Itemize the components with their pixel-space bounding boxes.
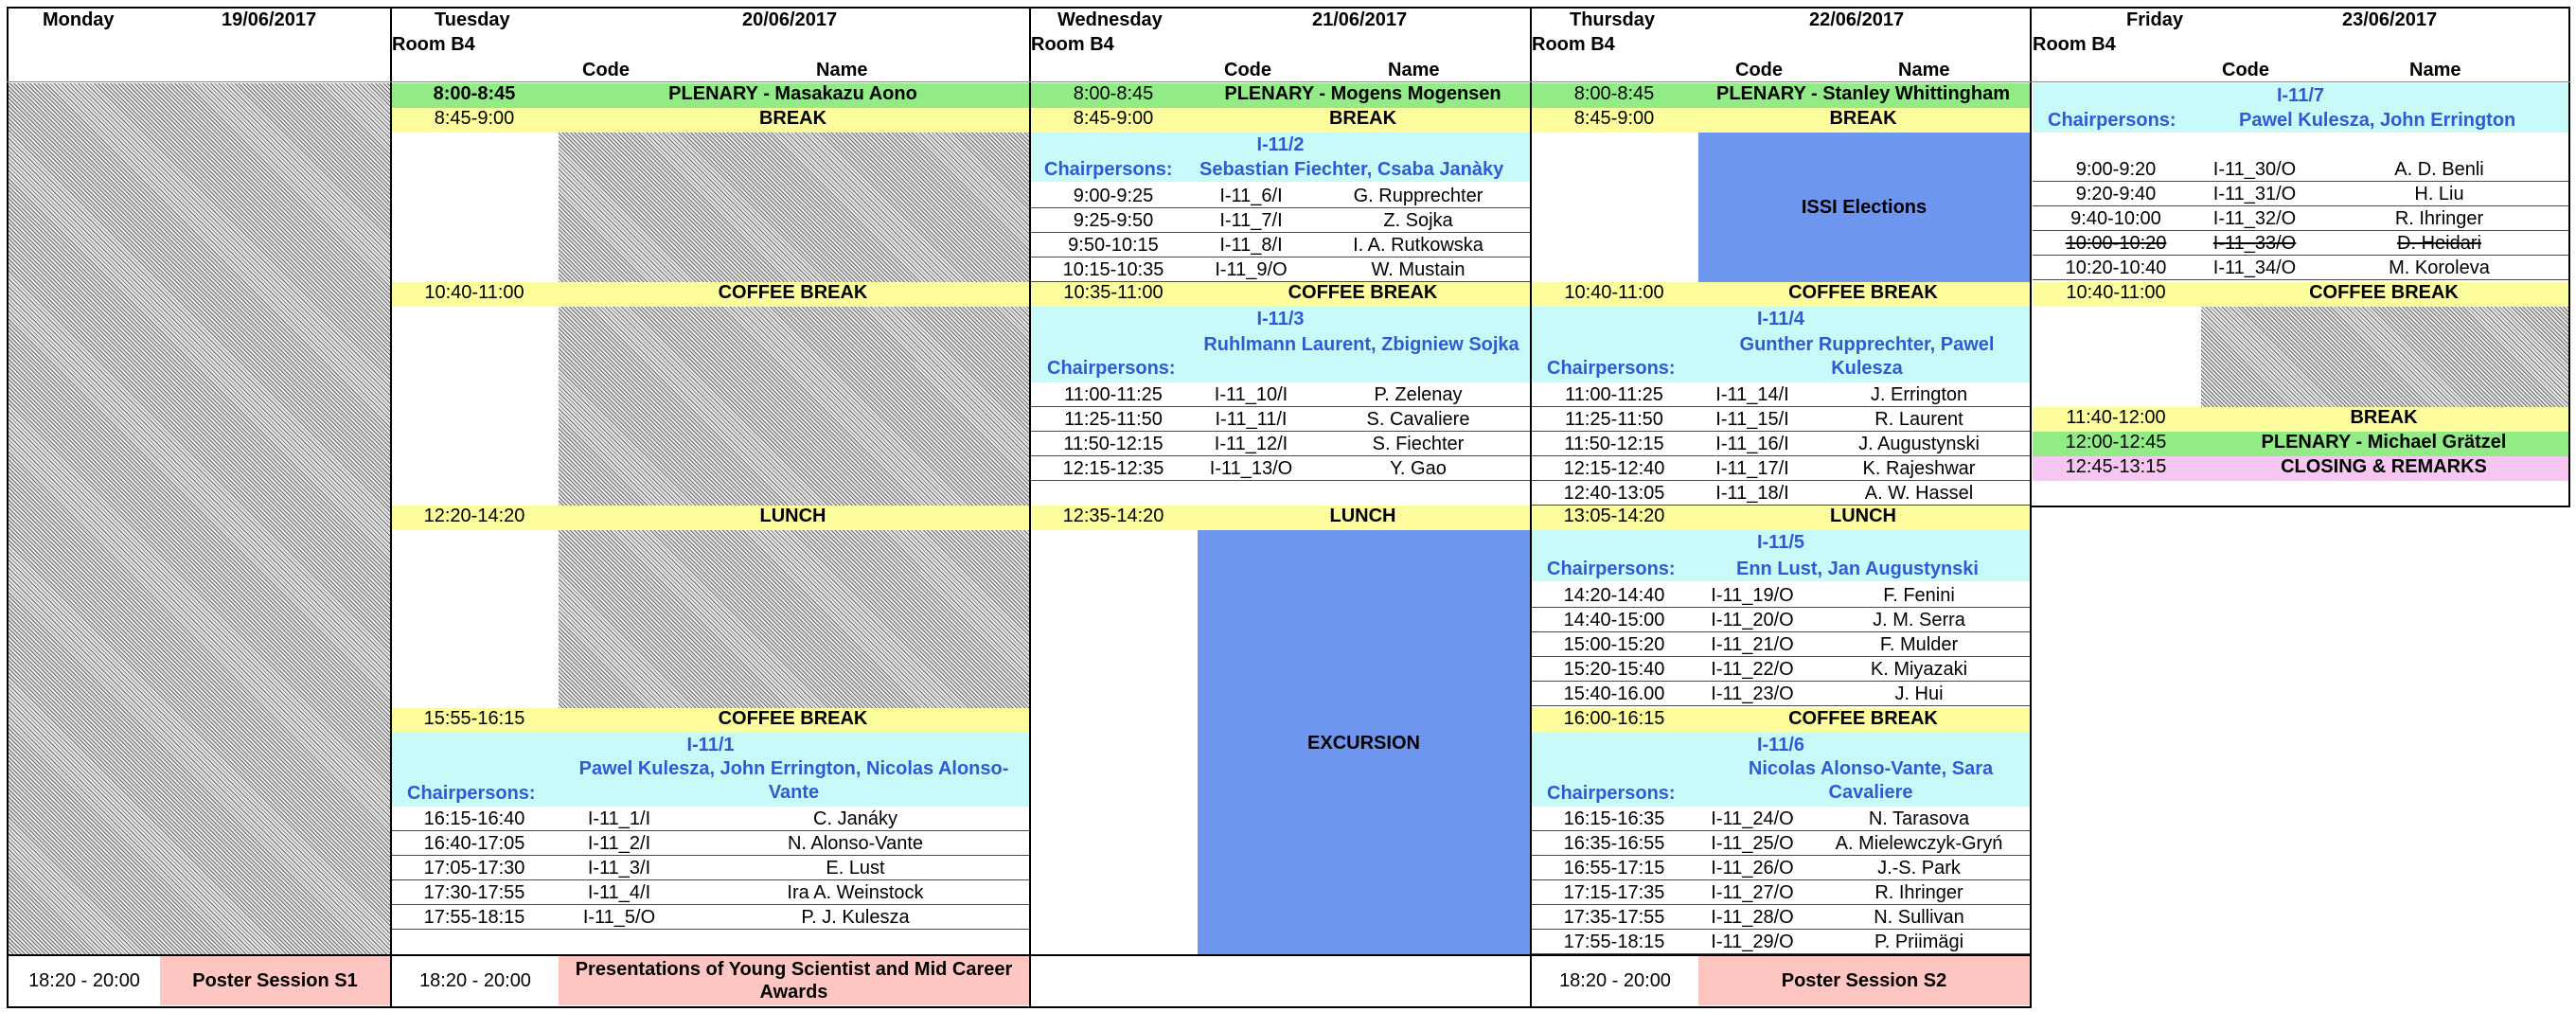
talk-time: 14:20-14:40 [1563,585,1665,606]
thursday-day: Thursday [1570,9,1656,30]
thursday-session2-chairs: Enn Lust, Jan Augustynski [1736,559,1979,579]
talk-code: I-11_17/I [1715,458,1789,479]
talk-speaker: Ira A. Weinstock [787,882,924,903]
talk-time: 17:35-17:55 [1563,907,1665,928]
wednesday-session2-chair-label: Chairpersons: [1047,358,1176,379]
talk-speaker: J. M. Serra [1873,610,1965,630]
wednesday-lunch-time: 12:35-14:20 [1031,506,1196,530]
talk-speaker: R. Ihringer [2394,208,2484,229]
thursday-elections: ISSI Elections [1698,133,2030,282]
talk-time: 12:15-12:35 [1062,458,1164,479]
thursday-evening-time: 18:20 - 20:00 [1559,970,1671,991]
grid-line [7,7,2570,9]
talk-speaker: C. Janáky [813,808,897,829]
talk-time: 14:40-15:00 [1563,610,1665,630]
friday-session-id: I-11/7 [2276,85,2325,106]
talk-speaker: K. Miyazaki [1870,659,1968,680]
wednesday-session1-chair-label: Chairpersons: [1044,159,1173,180]
thursday-session1-id: I-11/4 [1756,309,1805,329]
talk-time: 15:00-15:20 [1563,634,1665,655]
tuesday-room: Room B4 [392,34,475,55]
thursday-coffee2-time: 16:00-16:15 [1532,708,1697,733]
talk-code: I-11_26/O [1711,858,1794,879]
thursday-session2-id: I-11/5 [1756,532,1805,553]
talk-speaker: D. Heidari [2397,233,2481,254]
talk-code: I-11_7/I [1219,210,1283,231]
talk-time: 10:00-10:20 [2065,233,2167,254]
tuesday-evening-label: Presentations of Young Scientist and Mid Career Awards [559,956,1029,1005]
talk-code: I-11_34/O [2212,257,2297,278]
talk-speaker: Z. Sojka [1383,210,1453,231]
talk-time: 12:40-13:05 [1563,483,1665,504]
tuesday-coffee1-time: 10:40-11:00 [392,282,557,307]
friday-coffee-time: 10:40-11:00 [2033,282,2199,307]
talk-time: 11:25-11:50 [1565,409,1663,430]
tuesday-code-header: Code [582,60,630,80]
thursday-plenary-label: PLENARY - Stanley Whittingham [1697,83,2030,108]
talk-time: 11:25-11:50 [1064,409,1163,430]
tuesday-day: Tuesday [435,9,510,30]
talk-code: I-11_27/O [1711,882,1794,903]
grid-line [1530,7,1532,1008]
tuesday-coffee2-time: 15:55-16:15 [392,708,557,733]
monday-date: 19/06/2017 [222,9,317,30]
tuesday-lunch-label: LUNCH [557,506,1029,530]
thursday-date: 22/06/2017 [1809,9,1905,30]
wednesday-coffee-time: 10:35-11:00 [1031,282,1196,307]
friday-name-header: Name [2409,60,2461,80]
wednesday-day: Wednesday [1057,9,1163,30]
talk-code: I-11_24/O [1711,808,1794,829]
talk-time: 12:15-12:40 [1563,458,1665,479]
talk-code: I-11_20/O [1711,610,1794,630]
tuesday-empty-afternoon [559,530,1029,708]
thursday-evening-label: Poster Session S2 [1698,956,2030,1005]
wednesday-excursion: EXCURSION [1198,530,1530,956]
grid-line [2030,506,2570,507]
talk-speaker: R. Laurent [1874,409,1963,430]
talk-time: 9:00-9:25 [1073,186,1154,206]
talk-speaker: P. J. Kulesza [801,907,910,928]
talk-code: I-11_18/I [1715,483,1789,504]
talk-code: I-11_6/I [1219,186,1283,206]
talk-code: I-11_2/I [587,833,651,854]
thursday-coffee1-time: 10:40-11:00 [1532,282,1697,307]
talk-time: 11:00-11:25 [1064,384,1163,405]
thursday-plenary-time: 8:00-8:45 [1532,83,1697,108]
talk-speaker: M. Koroleva [2389,257,2490,278]
talk-time: 17:15-17:35 [1563,882,1665,903]
talk-speaker: W. Mustain [1371,259,1466,280]
talk-time: 16:15-16:35 [1563,808,1665,829]
talk-code: I-11_31/O [2212,184,2297,204]
talk-time: 9:25-9:50 [1073,210,1154,231]
talk-code: I-11_14/I [1715,384,1789,405]
tuesday-evening-time: 18:20 - 20:00 [419,970,531,991]
talk-speaker: J.-S. Park [1877,858,1961,879]
talk-speaker: A. Mielewczyk-Gryń [1835,833,2003,854]
wednesday-room: Room B4 [1031,34,1114,55]
talk-time: 16:35-16:55 [1563,833,1665,854]
talk-time: 16:15-16:40 [423,808,525,829]
talk-time: 17:30-17:55 [423,882,525,903]
grid-line [7,1006,2032,1008]
talk-speaker: S. Fiechter [1372,434,1465,454]
tuesday-coffee1-label: COFFEE BREAK [557,282,1029,307]
talk-code: I-11_16/I [1715,434,1789,454]
talk-speaker: P. Zelenay [1374,384,1463,405]
friday-closing-label: CLOSING & REMARKS [2199,456,2568,481]
talk-code: I-11_29/O [1711,932,1794,952]
grid-line [7,81,2570,82]
talk-time: 9:50-10:15 [1068,235,1159,256]
talk-time: 10:20-10:40 [2065,257,2167,278]
talk-speaker: F. Fenini [1883,585,1955,606]
talk-time: 15:20-15:40 [1563,659,1665,680]
talk-time: 11:50-12:15 [1063,434,1164,454]
tuesday-plenary-label: PLENARY - Masakazu Aono [557,83,1029,108]
talk-speaker: R. Ihringer [1874,882,1963,903]
talk-code: I-11_33/O [2212,233,2297,254]
thursday-break-label: BREAK [1697,108,2030,133]
grid-line [7,7,9,1008]
thursday-coffee1-label: COFFEE BREAK [1697,282,2030,307]
wednesday-lunch-label: LUNCH [1196,506,1530,530]
tuesday-date: 20/06/2017 [742,9,838,30]
friday-break-label: BREAK [2199,407,2568,432]
thursday-lunch-label: LUNCH [1697,506,2030,530]
wednesday-plenary-label: PLENARY - Mogens Mogensen [1196,83,1530,108]
wednesday-break-label: BREAK [1196,108,1530,133]
monday-evening-label: Poster Session S1 [160,956,390,1005]
talk-speaker: N. Tarasova [1868,808,1970,829]
tuesday-name-header: Name [816,60,868,80]
talk-code: I-11_19/O [1711,585,1794,606]
thursday-session3-id: I-11/6 [1756,735,1805,755]
talk-code: I-11_8/I [1219,235,1283,256]
talk-code: I-11_15/I [1715,409,1789,430]
wednesday-session2-id: I-11/3 [1256,309,1305,329]
talk-speaker: K. Rajeshwar [1862,458,1976,479]
tuesday-lunch-time: 12:20-14:20 [392,506,557,530]
talk-code: I-11_23/O [1711,684,1794,704]
monday-evening-time: 18:20 - 20:00 [28,970,140,991]
friday-room: Room B4 [2033,34,2116,55]
talk-code: I-11_4/I [587,882,651,903]
talk-time: 17:05-17:30 [423,858,525,879]
talk-code: I-11_9/O [1215,259,1288,280]
talk-speaker: E. Lust [826,858,885,879]
tuesday-break-label: BREAK [557,108,1029,133]
talk-speaker: N. Alonso-Vante [787,833,924,854]
thursday-coffee2-label: COFFEE BREAK [1697,708,2030,733]
thursday-session3-chair-label: Chairpersons: [1547,783,1676,804]
thursday-session3-chairs: Nicolas Alonso-Vante, Sara Cavaliere [1748,758,1994,803]
wednesday-break-time: 8:45-9:00 [1031,108,1196,133]
thursday-lunch-time: 13:05-14:20 [1532,506,1697,530]
talk-code: I-11_1/I [587,808,651,829]
talk-speaker: P. Priimägi [1874,932,1964,952]
tuesday-chair-label: Chairpersons: [407,783,536,804]
wednesday-session1-id: I-11/2 [1256,134,1305,155]
friday-plenary-label: PLENARY - Michael Grätzel [2199,432,2568,456]
talk-time: 9:40-10:00 [2070,208,2161,229]
wednesday-session1-chairs: Sebastian Fiechter, Csaba Janàky [1199,159,1504,180]
friday-closing-time: 12:45-13:15 [2033,456,2199,481]
talk-time: 11:50-12:15 [1564,434,1664,454]
tuesday-empty-midday [559,307,1029,506]
talk-code: I-11_10/I [1214,384,1288,405]
talk-time: 16:40-17:05 [423,833,525,854]
thursday-break-time: 8:45-9:00 [1532,108,1697,133]
friday-plenary-time: 12:00-12:45 [2033,432,2199,456]
talk-code: I-11_5/O [582,907,656,928]
talk-time: 17:55-18:15 [423,907,525,928]
talk-time: 15:40-16.00 [1563,684,1665,704]
talk-speaker: J. Errington [1870,384,1968,405]
talk-speaker: A. D. Benli [2394,159,2484,180]
grid-line [1029,7,1031,1008]
talk-time: 11:00-11:25 [1565,384,1663,405]
talk-speaker: S. Cavaliere [1366,409,1470,430]
tuesday-break-time: 8:45-9:00 [392,108,557,133]
tuesday-session-chairs: Pawel Kulesza, John Errington, Nicolas Alonso-Vante [578,758,1009,803]
talk-speaker: J. Hui [1894,684,1944,704]
thursday-session1-chair-label: Chairpersons: [1547,358,1676,379]
thursday-session2-chair-label: Chairpersons: [1547,559,1676,579]
thursday-name-header: Name [1898,60,1950,80]
grid-line [2030,7,2032,1008]
talk-time: 9:20-9:40 [2075,184,2157,204]
talk-code: I-11_32/O [2212,208,2297,229]
talk-code: I-11_12/I [1214,434,1288,454]
wednesday-name-header: Name [1388,60,1440,80]
talk-speaker: G. Rupprechter [1353,186,1483,206]
friday-day: Friday [2126,9,2184,30]
friday-chair-label: Chairpersons: [2048,110,2176,131]
wednesday-date: 21/06/2017 [1312,9,1408,30]
talk-code: I-11_30/O [2212,159,2297,180]
friday-date: 23/06/2017 [2342,9,2438,30]
talk-speaker: A. W. Hassel [1864,483,1974,504]
talk-code: I-11_28/O [1711,907,1794,928]
talk-speaker: N. Sullivan [1874,907,1964,928]
grid-line [7,954,2032,956]
talk-code: I-11_11/I [1215,409,1288,430]
tuesday-session-id: I-11/1 [686,735,735,755]
wednesday-coffee-label: COFFEE BREAK [1196,282,1530,307]
talk-code: I-11_13/O [1209,458,1293,479]
talk-code: I-11_25/O [1711,833,1794,854]
talk-speaker: J. Augustynski [1858,434,1980,454]
talk-speaker: I. A. Rutkowska [1353,235,1483,256]
talk-time: 17:55-18:15 [1563,932,1665,952]
talk-code: I-11_3/I [587,858,651,879]
thursday-code-header: Code [1735,60,1783,80]
wednesday-session2-chairs: Ruhlmann Laurent, Zbigniew Sojka [1203,334,1519,355]
talk-time: 9:00-9:20 [2075,159,2157,180]
talk-time: 16:55-17:15 [1563,858,1665,879]
friday-break-time: 11:40-12:00 [2033,407,2199,432]
thursday-session1-chairs: Gunther Rupprechter, Pawel Kulesza [1739,334,1995,379]
tuesday-plenary-time: 8:00-8:45 [392,83,557,108]
talk-code: I-11_21/O [1711,634,1794,655]
wednesday-code-header: Code [1224,60,1271,80]
friday-coffee-label: COFFEE BREAK [2199,282,2568,307]
talk-time: 10:15-10:35 [1062,259,1164,280]
wednesday-plenary-time: 8:00-8:45 [1031,83,1196,108]
grid-line [390,7,392,1008]
tuesday-empty-morning [559,133,1029,282]
monday-empty-area [9,83,390,954]
talk-speaker: F. Mulder [1879,634,1959,655]
thursday-room: Room B4 [1532,34,1615,55]
monday-day: Monday [43,9,115,30]
talk-code: I-11_22/O [1711,659,1794,680]
talk-speaker: Y. Gao [1390,458,1447,479]
friday-session-chairs: Pawel Kulesza, John Errington [2239,110,2516,131]
friday-code-header: Code [2222,60,2269,80]
friday-empty-area [2201,307,2568,407]
talk-speaker: H. Liu [2414,184,2464,204]
tuesday-coffee2-label: COFFEE BREAK [557,708,1029,733]
